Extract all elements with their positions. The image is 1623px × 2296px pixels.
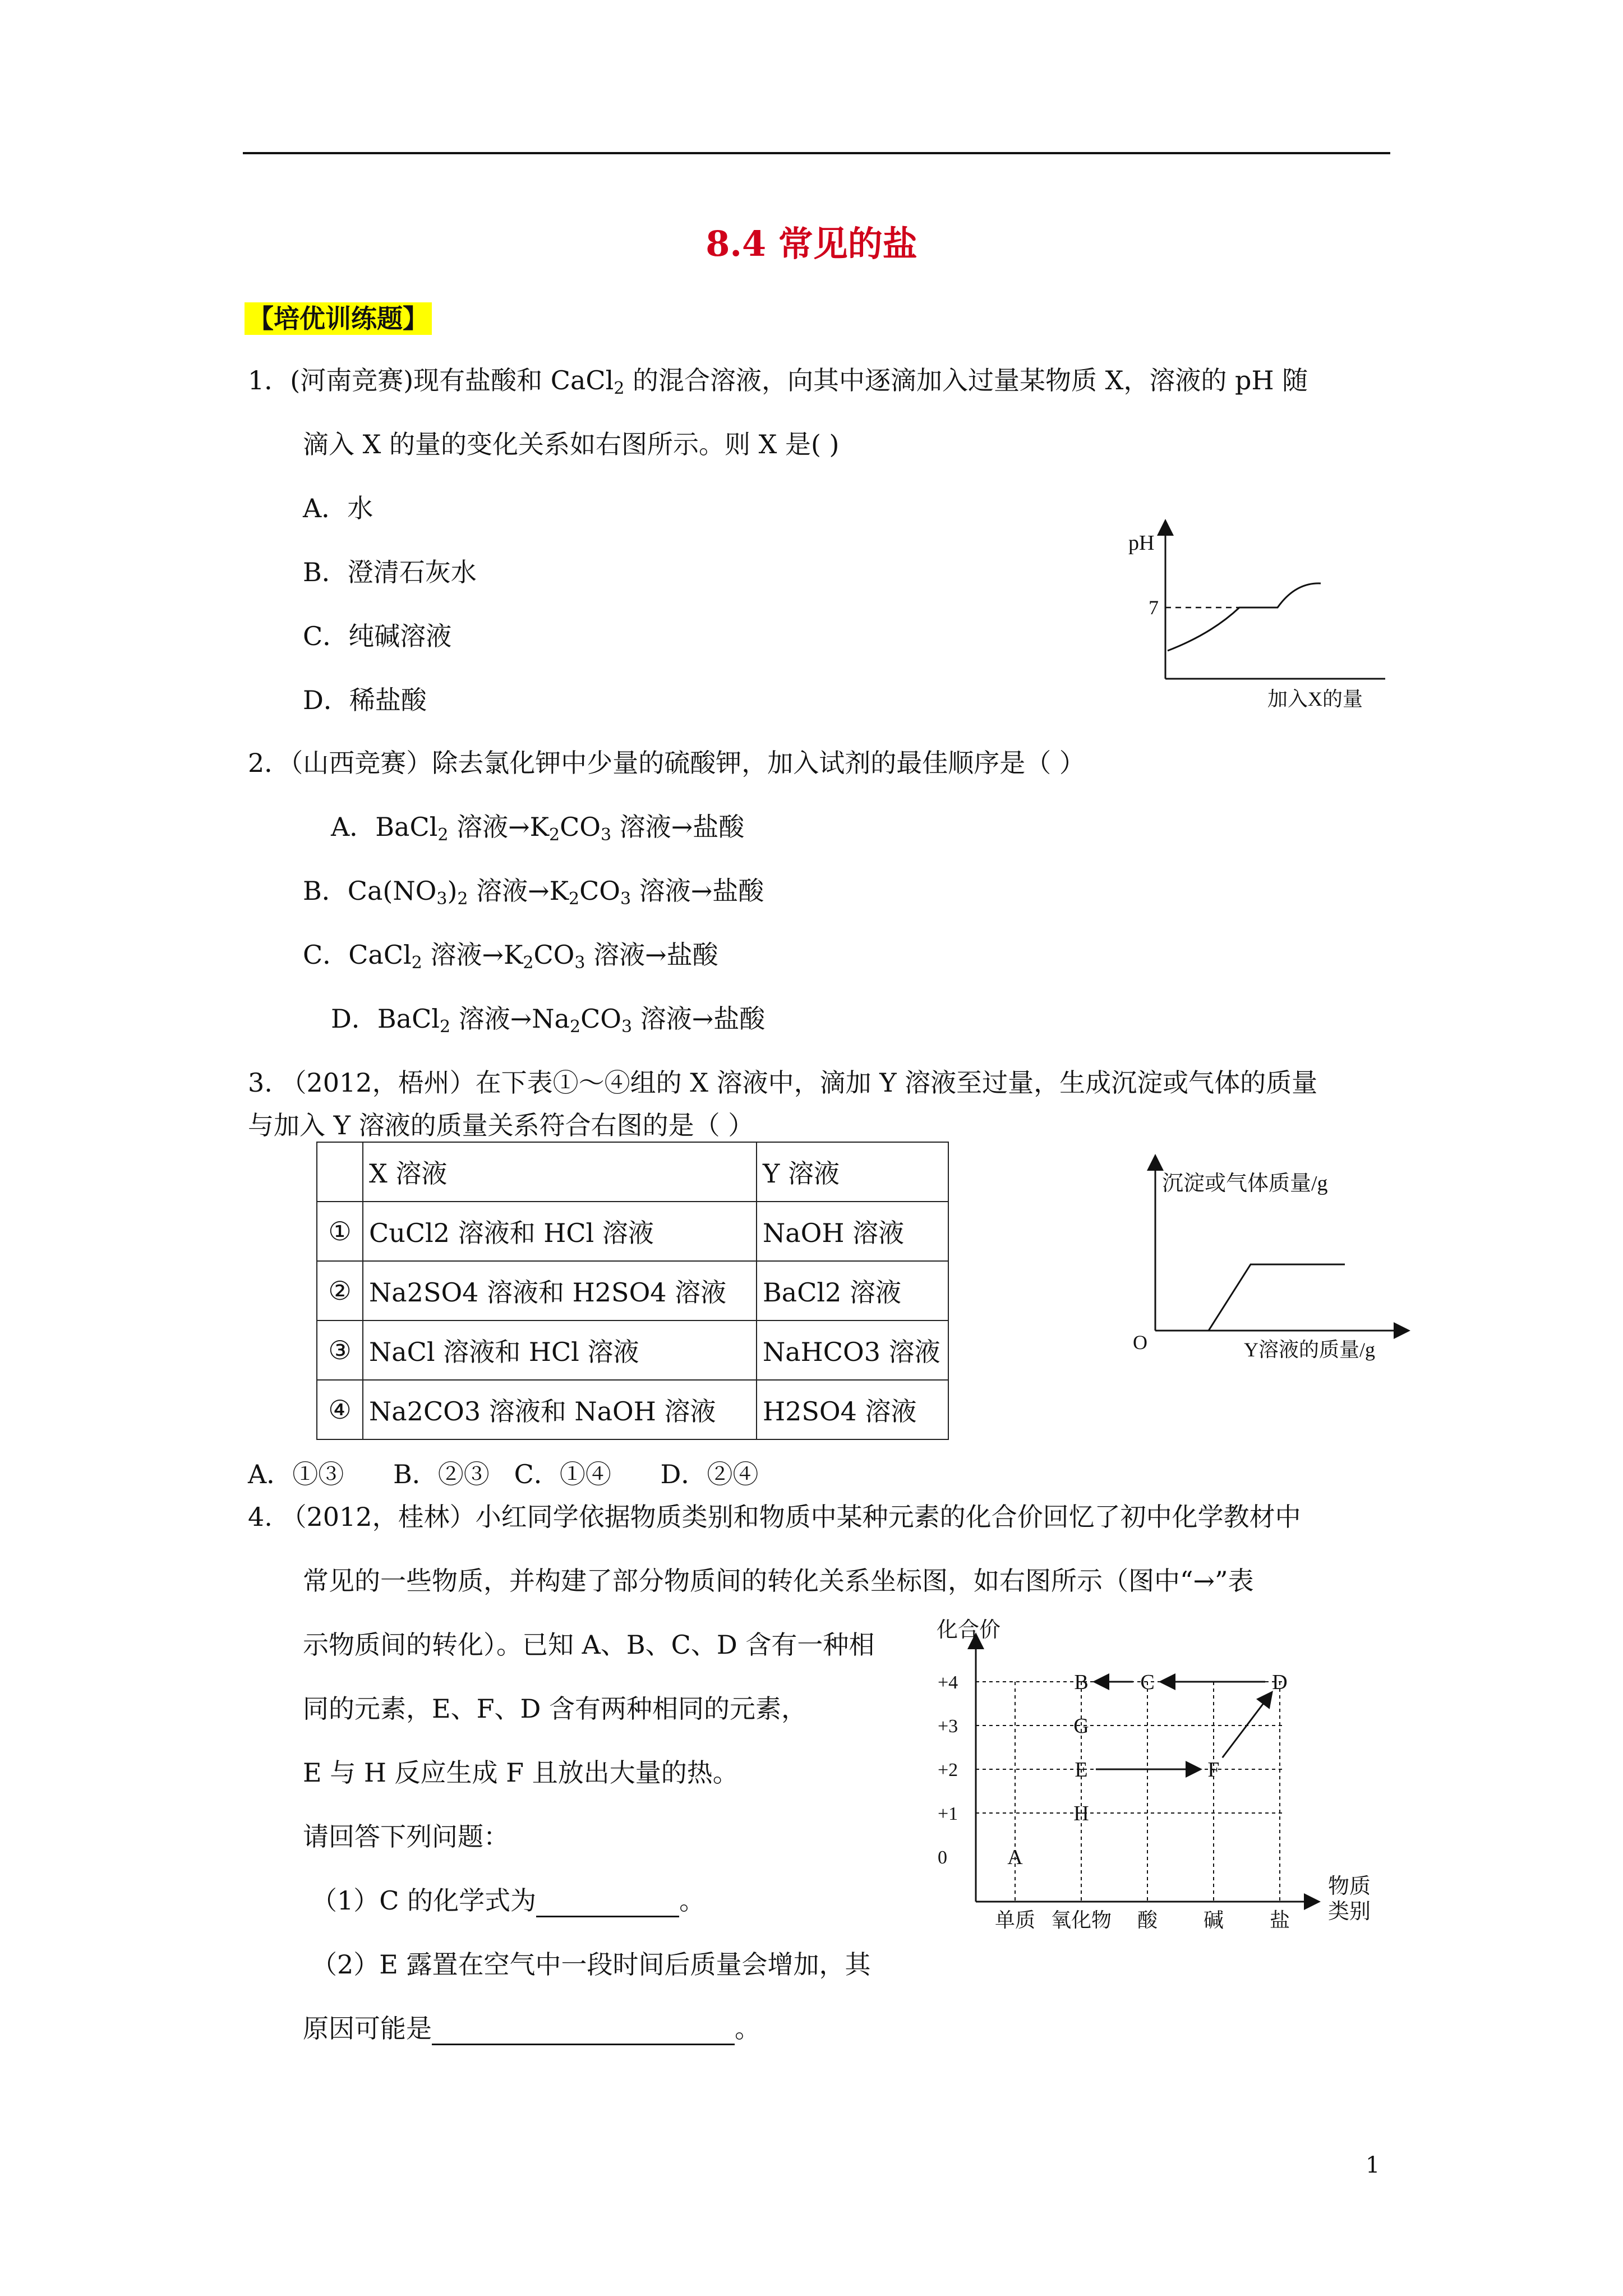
q1-tick-7: 7 [1149, 596, 1159, 619]
q3-x-label: Y溶液的质量/g [1244, 1338, 1376, 1361]
q2d-t4: 溶液→盐酸 [632, 1004, 766, 1034]
page-number: 1 [1366, 2152, 1380, 2178]
q3-stem-line2: 与加入 Y 溶液的质量关系符合右图的是（ ） [248, 1110, 754, 1140]
q4-point-a: A [1007, 1846, 1023, 1869]
section-tag: 【培优训练题】 [245, 302, 432, 335]
q4-line3: 示物质间的转化）。已知 A、B、C、D 含有一种相 [303, 1630, 875, 1660]
q4-point-f: F [1207, 1758, 1220, 1782]
table-row [317, 1320, 948, 1380]
q2d-s3: 3 [621, 1017, 633, 1037]
table-cell: H2SO4 溶液 [757, 1380, 948, 1439]
q2-option-c [303, 938, 718, 972]
q2b-t1: B．Ca(NO [303, 876, 437, 906]
table-cell: Na2CO3 溶液和 NaOH 溶液 [363, 1380, 757, 1439]
q4-line4: 同的元素，E、F、D 含有两种相同的元素， [303, 1694, 807, 1724]
q2d-t2: 溶液→Na [450, 1004, 570, 1034]
q2b-s1: 3 [436, 889, 448, 909]
table-cell: X 溶液 [363, 1142, 757, 1202]
q1-y-label: pH [1128, 531, 1155, 555]
q1-option-d: D．稀盐酸 [303, 685, 427, 715]
table-cell: NaOH 溶液 [757, 1202, 948, 1261]
q4-x-category: 盐 [1269, 1909, 1290, 1931]
q2b-t4: CO [579, 876, 621, 906]
table-cell: Na2SO4 溶液和 H2SO4 溶液 [363, 1261, 757, 1320]
header-rule [243, 152, 1390, 154]
q2b-s2: 2 [457, 889, 468, 909]
q4-sub1-end: 。 [679, 1885, 706, 1916]
q1-ph-curve [1168, 583, 1321, 651]
q4-arrow [1223, 1694, 1271, 1758]
q2b-s4: 3 [620, 889, 631, 909]
q4-sub2-end: 。 [735, 2013, 760, 2044]
q2c-s2: 2 [523, 953, 534, 973]
q4-x-label-2: 类别 [1328, 1900, 1371, 1924]
q1-stem-sub: 2 [614, 379, 625, 398]
q4-point-g: G [1073, 1714, 1089, 1738]
q2c-s1: 2 [411, 953, 422, 973]
q3-y-label: 沉淀或气体质量/g [1162, 1172, 1328, 1195]
q3-mass-chart [1122, 1150, 1413, 1374]
table-cell: ① [317, 1202, 363, 1261]
table-cell: CuCl2 溶液和 HCl 溶液 [363, 1202, 757, 1261]
q2c-t2: 溶液→K [422, 940, 523, 970]
q2d-t1: D．BaCl [331, 1004, 440, 1034]
q2c-t4: 溶液→盐酸 [585, 940, 718, 970]
q2a-t1: A．BaCl [331, 812, 438, 842]
q1-stem-text-b: 的混合溶液，向其中逐滴加入过量某物质 X，溶液的 pH 随 [624, 365, 1308, 395]
q4-sub1-text: （1）C 的化学式为 [311, 1885, 537, 1916]
q3-origin: O [1133, 1331, 1147, 1354]
table-row [317, 1142, 948, 1202]
q1-option-a: A．水 [303, 493, 374, 523]
q2d-t3: CO [580, 1004, 621, 1034]
q4-y-label: 化合价 [937, 1618, 1001, 1642]
q2c-t3: CO [533, 940, 575, 970]
q4-x-category: 氧化物 [1050, 1909, 1112, 1931]
q4-y-tick: 0 [938, 1847, 947, 1868]
q2c-s3: 3 [574, 953, 585, 973]
q2b-t2: ) [447, 876, 458, 906]
q2-option-b [303, 874, 764, 908]
q4-point-h: H [1073, 1802, 1089, 1825]
q4-point-d: D [1272, 1671, 1288, 1694]
q4-point-c: C [1140, 1671, 1155, 1694]
table-cell: NaHCO3 溶液 [757, 1320, 948, 1380]
q1-option-c: C．纯碱溶液 [303, 621, 452, 651]
q4-y-tick: +1 [938, 1803, 958, 1824]
q2-stem: 2．（山西竞赛）除去氯化钾中少量的硫酸钾，加入试剂的最佳顺序是（ ） [248, 748, 1085, 778]
q4-point-b: B [1074, 1671, 1089, 1694]
table-cell: BaCl2 溶液 [757, 1261, 948, 1320]
q4-sub1-blank[interactable] [536, 1893, 679, 1917]
q2a-s3: 3 [601, 825, 612, 845]
q4-sub2-line2 [303, 2012, 760, 2045]
table-cell: ④ [317, 1380, 363, 1439]
q4-sub2-text: 原因可能是 [303, 2013, 432, 2044]
q2a-s2: 2 [548, 825, 560, 845]
q4-y-tick: +3 [938, 1716, 958, 1737]
q1-stem-line2: 滴入 X 的量的变化关系如右图所示。则 X 是( ) [303, 429, 840, 459]
q1-ph-chart [1127, 516, 1408, 712]
q2b-t3: 溶液→K [468, 876, 569, 906]
q1-option-b: B．澄清石灰水 [303, 557, 477, 587]
table-cell [317, 1142, 363, 1202]
q2d-s2: 2 [569, 1017, 581, 1037]
q4-y-tick: +4 [938, 1672, 958, 1693]
q2b-s3: 2 [569, 889, 580, 909]
page-title: 8.4 常见的盐 [706, 223, 917, 264]
q2c-t1: C．CaCl [303, 940, 412, 970]
q4-x-label-1: 物质 [1328, 1875, 1371, 1898]
q1-stem-text-a: 1．(河南竞赛)现有盐酸和 CaCl [248, 365, 614, 395]
q4-sub2-line1: （2）E 露置在空气中一段时间后质量会增加，其 [311, 1949, 871, 1980]
table-cell: ③ [317, 1320, 363, 1380]
table-cell: Y 溶液 [757, 1142, 948, 1202]
q2d-s1: 2 [440, 1017, 451, 1037]
q4-line5: E 与 H 反应生成 F 且放出大量的热。 [303, 1757, 739, 1788]
q4-line1: 4. （2012，桂林）小红同学依据物质类别和物质中某种元素的化合价回忆了初中化学教材中 [248, 1502, 1301, 1532]
table-cell: NaCl 溶液和 HCl 溶液 [363, 1320, 757, 1380]
table-row [317, 1261, 948, 1320]
table-row [317, 1380, 948, 1439]
q3-mass-curve [1209, 1264, 1345, 1331]
q3-stem-line1: 3. （2012，梧州）在下表①～④组的 X 溶液中，滴加 Y 溶液至过量，生成沉淀或气体的质量 [248, 1068, 1318, 1098]
q4-sub2-blank[interactable] [432, 2021, 735, 2045]
q2a-t4: 溶液→盐酸 [611, 812, 745, 842]
q2b-t5: 溶液→盐酸 [631, 876, 764, 906]
q4-x-category: 酸 [1137, 1909, 1158, 1931]
q3-answer-options: A．①③ B．②③ C．①④ D．②④ [248, 1459, 759, 1489]
q3-table [316, 1142, 949, 1440]
q4-valence-chart [931, 1616, 1391, 1941]
q1-stem-line1 [248, 364, 1308, 397]
q4-point-e: E [1075, 1758, 1088, 1782]
q1-x-label: 加入X的量 [1267, 688, 1363, 710]
q4-sub1 [311, 1884, 705, 1917]
q2a-t2: 溶液→K [448, 812, 549, 842]
section-tag-wrap [245, 298, 432, 335]
q2-option-a [331, 810, 744, 844]
q4-line6: 请回答下列问题： [303, 1821, 509, 1852]
q2a-t3: CO [560, 812, 601, 842]
q4-x-category: 碱 [1203, 1909, 1224, 1931]
q2-option-d [331, 1002, 765, 1036]
q4-line2: 常见的一些物质，并构建了部分物质间的转化关系坐标图，如右图所示（图中“→”表 [303, 1566, 1254, 1596]
q4-y-tick: +2 [938, 1760, 958, 1780]
table-cell: ② [317, 1261, 363, 1320]
table-row [317, 1202, 948, 1261]
q2a-s1: 2 [437, 825, 449, 845]
q4-x-category: 单质 [994, 1909, 1036, 1931]
